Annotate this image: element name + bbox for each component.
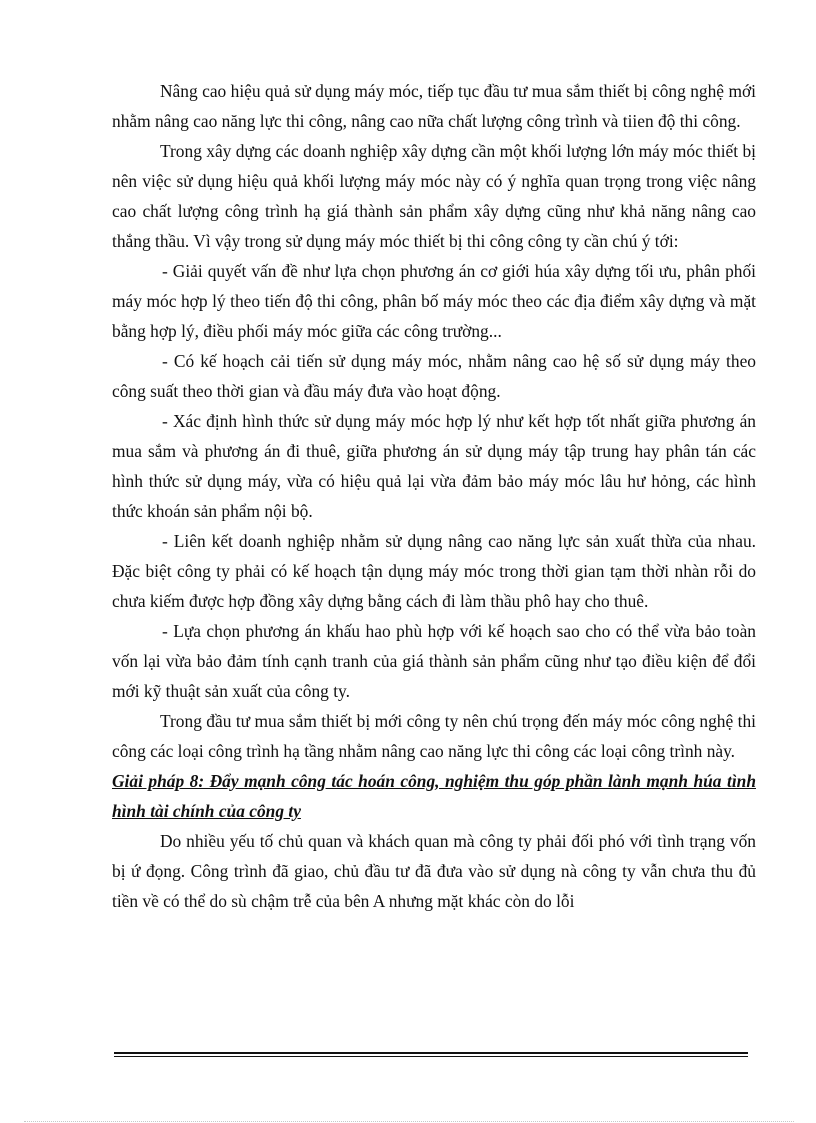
document-page — [112, 76, 756, 916]
section-heading-solution-8: Giải pháp 8: Đẩy mạnh công tác hoán công, nghiệm thu góp phần lành mạnh húa tình hình tài chính của công ty — [112, 771, 756, 821]
paragraph-equipment-efficiency: Nâng cao hiệu quả sử dụng máy móc, tiếp tục đầu tư mua sắm thiết bị công nghệ mới nhằm nâng cao năng lực thi công, nâng cao nữa chất lượng công trình và tiien độ thi công. — [112, 81, 756, 131]
bullet-business-linkage: - Liên kết doanh nghiệp nhằm sử dụng nâng cao năng lực sản xuất thừa của nhau. Đặc biệt công ty phải có kế hoạch tận dụng máy móc trong thời gian tạm thời nhàn rỗi do chưa kiếm được hợp đồng xây dựng bằng cách đi làm thầu phô hay cho thuê. — [112, 531, 756, 611]
bullet-depreciation: - Lựa chọn phương án khấu hao phù hợp với kế hoạch sao cho có thể vừa bảo toàn vốn lại vừa bảo đảm tính cạnh tranh của giá thành sản phẩm cũng như tạo điều kiện để đổi mới kỹ thuật sản xuất của công ty. — [112, 621, 756, 701]
paragraph-capital-stagnation: Do nhiều yếu tố chủ quan và khách quan mà công ty phải đối phó với tình trạng vốn bị ứ đọng. Công trình đã giao, chủ đầu tư đã đưa vào sử dụng nà công ty vẫn chưa thu đủ tiền về có thể do sù chậm trễ của bên A nhưng mặt khác còn do lỗi — [112, 831, 756, 911]
page-edge-divider — [24, 1121, 794, 1122]
footer-double-rule — [114, 1052, 748, 1057]
paragraph-investment-focus: Trong đầu tư mua sắm thiết bị mới công ty nên chú trọng đến máy móc công nghệ thi công các loại công trình hạ tầng nhằm nâng cao năng lực thi công các loại công trình này. — [112, 711, 756, 761]
bullet-improvement-plan: - Có kế hoạch cải tiến sử dụng máy móc, nhằm nâng cao hệ số sử dụng máy theo công suất theo thời gian và đầu máy đưa vào hoạt động. — [112, 351, 756, 401]
paragraph-construction-machinery: Trong xây dựng các doanh nghiệp xây dựng cần một khối lượng lớn máy móc thiết bị nên việc sử dụng hiệu quả khối lượng máy móc này có ý nghĩa quan trọng trong việc nâng cao chất lượng công trình hạ giá thành sản phẩm xây dựng cũng như khả năng nâng cao thắng thầu. Vì vậy trong sử dụng máy móc thiết bị thi công công ty cần chú ý tới: — [112, 141, 756, 251]
bullet-mechanization-plan: - Giải quyết vấn đề như lựa chọn phương án cơ giới húa xây dựng tối ưu, phân phối máy móc hợp lý theo tiến độ thi công, phân bố máy móc theo các địa điểm xây dựng và mặt bằng hợp lý, điều phối máy móc giữa các công trường... — [112, 261, 756, 341]
bullet-usage-forms: - Xác định hình thức sử dụng máy móc hợp lý như kết hợp tốt nhất giữa phương án mua sắm và phương án đi thuê, giữa phương án sử dụng máy tập trung hay phân tán các hình thức sử dụng máy, vừa có hiệu quả lại vừa đảm bảo máy móc lâu hư hỏng, các hình thức khoán sản phẩm nội bộ. — [112, 411, 756, 521]
